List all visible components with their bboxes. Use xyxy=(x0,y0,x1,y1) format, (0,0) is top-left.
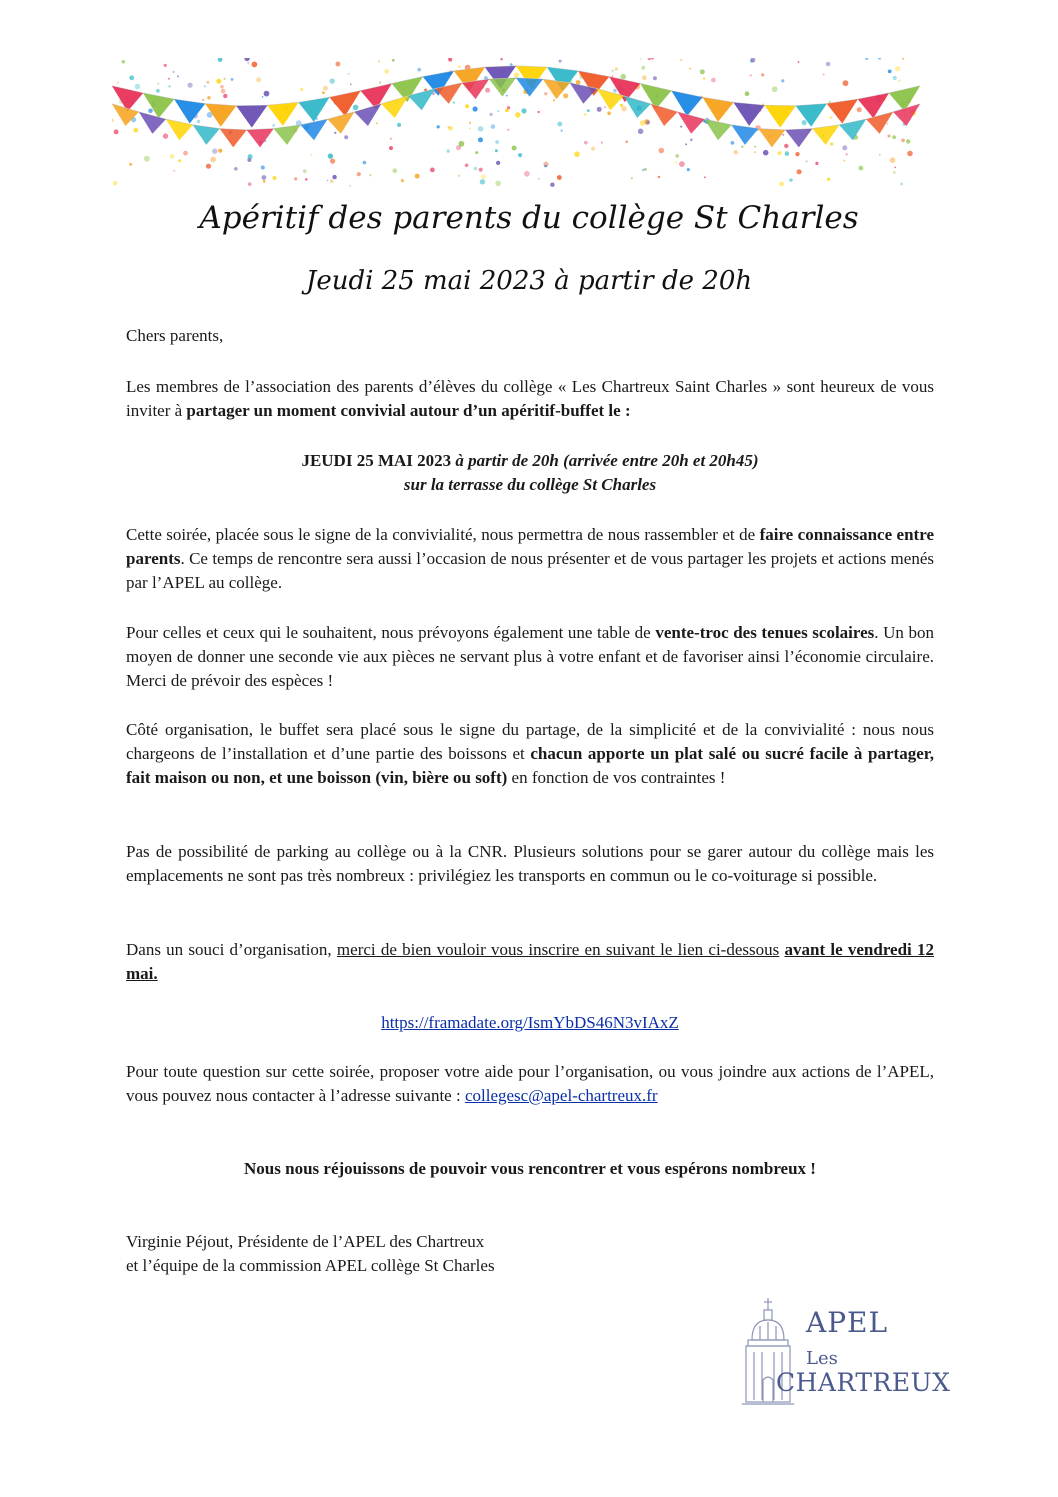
confetti-dot xyxy=(481,175,485,179)
confetti-dot xyxy=(376,122,378,124)
confetti-dot xyxy=(675,162,677,164)
confetti-dot xyxy=(680,59,682,61)
confetti-dot xyxy=(252,62,258,68)
confetti-dot xyxy=(378,61,380,63)
confetti-dot xyxy=(218,58,223,62)
confetti-dot xyxy=(857,107,862,112)
confetti-dot xyxy=(173,170,175,172)
confetti-dot xyxy=(148,109,153,114)
closing-line: Nous nous réjouissons de pouvoir vous rencontrer et vous espérons nombreux ! xyxy=(244,1159,816,1178)
confetti-dot xyxy=(469,128,471,130)
greeting: Chers parents, xyxy=(126,326,224,345)
confetti-dot xyxy=(641,66,645,70)
confetti-dot xyxy=(559,60,562,63)
confetti-dot xyxy=(907,151,913,157)
bunting-flag xyxy=(247,129,274,148)
confetti-dot xyxy=(496,161,500,165)
confetti-dot xyxy=(741,146,743,148)
confetti-dot xyxy=(906,139,910,143)
confetti-dot xyxy=(122,60,125,63)
intro-paragraph: Les membres de l’association des parents d’élèves du collège « Les Chartreux Saint Charles » sont heureux de vous inviter à partager un moment convivial autour d’un apéritif-buffet le : xyxy=(126,377,934,420)
bunting-flag xyxy=(220,129,247,148)
confetti-dot xyxy=(164,64,167,67)
confetti-dot xyxy=(505,109,509,113)
confetti-dot xyxy=(843,80,849,86)
confetti-dot xyxy=(384,69,389,74)
confetti-dot xyxy=(330,179,334,183)
paragraph-convivialite: Cette soirée, placée sous le signe de la convivialité, nous permettra de nous rassembler et de faire connaissance entre parents. Ce temps de rencontre sera aussi l’occasion de nous présenter et de vous partager les projets et actions menés par l’APEL au collège. xyxy=(126,525,934,592)
confetti-dot xyxy=(515,112,520,117)
bunting-flag xyxy=(624,96,651,118)
confetti-dot xyxy=(348,73,350,75)
confetti-dot xyxy=(330,78,335,83)
confetti-dot xyxy=(620,104,623,107)
confetti-dot xyxy=(129,75,134,80)
signup-link-line xyxy=(126,1011,934,1035)
confetti-dot xyxy=(659,148,665,154)
confetti-dot xyxy=(587,109,590,112)
confetti-dot xyxy=(178,159,181,162)
confetti-dot xyxy=(626,141,628,143)
confetti-dot xyxy=(544,165,547,168)
confetti-dot xyxy=(272,124,275,127)
confetti-dot xyxy=(183,151,188,156)
bunting-flag xyxy=(301,119,328,140)
confetti-dot xyxy=(538,178,540,180)
confetti-dot xyxy=(397,123,401,127)
confetti-dot xyxy=(311,154,313,156)
confetti-dot xyxy=(437,125,440,128)
confetti-dot xyxy=(210,157,216,163)
confetti-dot xyxy=(888,135,891,138)
confetti-dot xyxy=(653,76,657,80)
confetti-dot xyxy=(353,105,359,111)
confetti-dot xyxy=(244,58,249,61)
confetti-dot xyxy=(584,141,588,145)
confetti-dot xyxy=(711,78,716,83)
confetti-dot xyxy=(220,85,224,89)
confetti-dot xyxy=(754,151,756,153)
confetti-dot xyxy=(890,157,896,163)
confetti-dot xyxy=(221,89,226,94)
paragraph-contact: Pour toute question sur cette soirée, proposer votre aide pour l’organisation, ou vous joindre aux actions de l’APEL, vous pouvez nous contacter à l’adresse suivante : collegesc@apel-chartreux.fr xyxy=(126,1062,934,1105)
confetti-dot xyxy=(591,147,595,151)
confetti-dot xyxy=(197,120,200,123)
confetti-dot xyxy=(117,82,119,84)
confetti-dot xyxy=(469,122,471,124)
confetti-dot xyxy=(557,122,562,127)
confetti-dot xyxy=(754,146,756,148)
paragraph-parking: Pas de possibilité de parking au collège ou à la CNR. Plusieurs solutions pour se garer autour du collège mais les emplacements ne sont pas très nombreux : privilégiez les transports en commun ou le co-voiturage si possible. xyxy=(126,842,934,885)
confetti-dot xyxy=(495,140,499,144)
paragraph-vente-troc: Pour celles et ceux qui le souhaitent, nous prévoyons également une table de vente-troc des tenues scolaires. Un bon moyen de donner une seconde vie aux pièces ne servant plus à votre enfant et de favoriser ainsi l’économie circulaire. Merci de prévoir des espèces ! xyxy=(126,623,934,690)
confetti-dot xyxy=(893,171,896,174)
logo-les-text: Les xyxy=(806,1348,838,1369)
confetti-dot xyxy=(778,151,782,155)
confetti-dot xyxy=(300,88,303,91)
confetti-dot xyxy=(789,178,792,181)
confetti-dot xyxy=(646,120,650,124)
confetti-dot xyxy=(507,106,510,109)
confetti-dot xyxy=(642,75,647,80)
confetti-dot xyxy=(782,134,784,136)
confetti-dot xyxy=(206,81,209,84)
confetti-dot xyxy=(363,161,367,165)
confetti-dot xyxy=(675,154,679,158)
confetti-dot xyxy=(607,111,611,115)
confetti-dot xyxy=(514,72,520,78)
confetti-dot xyxy=(369,174,371,176)
confetti-dot xyxy=(842,145,847,150)
paragraph-inscription: Dans un souci d’organisation, merci de bien vouloir vous inscrire en suivant le lien ci-dessous avant le vendredi 12 mai. xyxy=(126,940,935,983)
confetti-dot xyxy=(212,149,217,154)
confetti-dot xyxy=(458,175,460,177)
confetti-dot xyxy=(112,119,114,123)
confetti-dot xyxy=(679,161,685,167)
confetti-dot xyxy=(335,62,340,67)
bunting-flag xyxy=(758,129,785,148)
confetti-dot xyxy=(491,124,496,129)
bunting-flag xyxy=(166,119,193,140)
bunting-flag xyxy=(796,104,827,127)
confetti-dot xyxy=(465,164,469,168)
confetti-dot xyxy=(797,169,802,174)
contact-email-link[interactable]: collegesc@apel-chartreux.fr xyxy=(464,1086,658,1105)
confetti-dot xyxy=(456,145,461,150)
confetti-dot xyxy=(495,149,498,152)
confetti-dot xyxy=(700,69,705,74)
confetti-dot xyxy=(621,106,626,111)
confetti-dot xyxy=(448,126,451,129)
confetti-dot xyxy=(544,92,547,95)
signature: Virginie Péjout, Présidente de l’APEL des Chartreux et l’équipe de la commission APEL collège St Charles xyxy=(126,1232,495,1275)
bunting-string xyxy=(112,66,920,106)
confetti-dot xyxy=(865,58,868,60)
confetti-dot xyxy=(114,129,119,134)
confetti-dot xyxy=(772,86,778,92)
confetti-dot xyxy=(893,76,897,80)
event-details: JEUDI 25 MAI 2023 à partir de 20h (arrivée entre 20h et 20h45) sur la terrasse du collège St Charles xyxy=(301,451,759,494)
confetti-dot xyxy=(802,120,807,125)
confetti-dot xyxy=(631,177,633,179)
confetti-dot xyxy=(453,101,455,103)
confetti-dot xyxy=(490,113,493,116)
confetti-dot xyxy=(750,74,752,76)
confetti-dot xyxy=(218,149,222,153)
confetti-dot xyxy=(638,129,644,135)
confetti-dot xyxy=(465,104,469,108)
confetti-dot xyxy=(261,166,265,170)
confetti-dot xyxy=(172,71,174,73)
confetti-dot xyxy=(553,99,555,101)
confetti-dot xyxy=(389,146,393,150)
confetti-dot xyxy=(231,78,234,81)
confetti-dot xyxy=(886,123,888,125)
confetti-dot xyxy=(500,58,502,60)
confetti-dot xyxy=(350,84,352,86)
confetti-dot xyxy=(648,58,652,60)
confetti-dot xyxy=(262,175,267,180)
event-date-subtitle: Jeudi 25 mai 2023 à partir de 20h xyxy=(305,266,753,296)
confetti-dot xyxy=(334,132,336,134)
confetti-dot xyxy=(644,168,647,171)
confetti-dot xyxy=(474,167,478,171)
logo-apel-text: APEL xyxy=(806,1306,889,1339)
confetti-dot xyxy=(206,164,211,169)
confetti-dot xyxy=(322,91,325,94)
confetti-dot xyxy=(216,79,221,84)
confetti-dot xyxy=(731,141,735,145)
confetti-dot xyxy=(303,169,307,173)
bunting-flag xyxy=(267,103,298,126)
bunting-flag xyxy=(765,105,796,127)
confetti-dot xyxy=(601,142,603,144)
confetti-dot xyxy=(401,179,404,182)
confetti-dot xyxy=(188,83,193,88)
confetti-dot xyxy=(640,58,642,60)
confetti-dot xyxy=(507,129,509,131)
confetti-dot xyxy=(512,146,517,151)
confetti-dot xyxy=(878,58,881,60)
bunting-flag xyxy=(489,78,516,97)
confetti-dot xyxy=(658,176,660,178)
confetti-dot xyxy=(447,149,450,152)
confetti-dot xyxy=(349,185,351,187)
confetti-dot xyxy=(328,153,333,158)
confetti-dot xyxy=(248,154,253,159)
confetti-dot xyxy=(168,78,170,80)
confetti-dot xyxy=(430,168,435,173)
confetti-dot xyxy=(680,126,682,128)
page-title: Apéritif des parents du collège St Charles xyxy=(199,200,859,236)
confetti-dot xyxy=(640,120,645,125)
confetti-dot xyxy=(163,133,168,138)
confetti-dot xyxy=(133,128,138,133)
confetti-dot xyxy=(561,130,563,132)
confetti-dot xyxy=(262,96,264,98)
confetti-dot xyxy=(779,182,784,187)
confetti-dot xyxy=(685,143,687,145)
confetti-dot xyxy=(506,95,508,97)
bunting-flag xyxy=(381,96,408,118)
confetti-dot xyxy=(448,58,452,62)
confetti-dot xyxy=(264,91,270,97)
confetti-dot xyxy=(202,99,204,101)
confetti-dot xyxy=(826,62,831,67)
confetti-dot xyxy=(524,171,530,177)
confetti-dot xyxy=(204,85,206,87)
logo-chartreux-text: CHARTREUX xyxy=(776,1368,951,1397)
bunting-flag xyxy=(516,78,543,97)
framadate-link[interactable]: https://framadate.org/IsmYbDS46N3vIAxZ xyxy=(381,1013,679,1032)
confetti-dot xyxy=(745,91,750,96)
confetti-dot xyxy=(901,139,905,143)
confetti-dot xyxy=(475,151,478,154)
confetti-dot xyxy=(390,138,392,140)
confetti-dot xyxy=(795,152,799,156)
confetti-dot xyxy=(538,111,540,113)
paragraph-organisation: Côté organisation, le buffet sera placé sous le signe du partage, de la simplicité et de la convivialité : nous nous chargeons de l’installation et d’une partie des boissons et chacun apporte un plat salé ou sucré facile à partager, fait maison ou non, et une boisson (vin, bière ou soft) en fonction de vos contraintes ! xyxy=(126,720,934,787)
confetti-dot xyxy=(135,84,141,90)
confetti-dot xyxy=(829,116,832,119)
confetti-dot xyxy=(144,156,150,162)
confetti-dot xyxy=(892,135,896,139)
confetti-dot xyxy=(785,151,790,156)
confetti-dot xyxy=(294,177,297,180)
confetti-dot xyxy=(597,107,602,112)
confetti-dot xyxy=(830,142,833,145)
confetti-dot xyxy=(895,66,900,71)
bunting-flag xyxy=(734,103,765,126)
confetti-dot xyxy=(458,66,460,68)
confetti-dot xyxy=(815,162,818,165)
confetti-dot xyxy=(156,89,160,93)
confetti-dot xyxy=(690,138,693,141)
confetti-dot xyxy=(823,74,825,76)
confetti-dot xyxy=(763,150,769,156)
confetti-dot xyxy=(518,153,522,157)
confetti-dot xyxy=(604,106,606,108)
confetti-dot xyxy=(498,110,500,112)
confetti-dot xyxy=(615,67,618,70)
confetti-dot xyxy=(323,86,328,91)
confetti-dot xyxy=(223,94,227,98)
confetti-dot xyxy=(574,151,580,157)
confetti-dot xyxy=(263,180,266,183)
confetti-dot xyxy=(902,58,904,60)
confetti-dot xyxy=(879,154,881,156)
confetti-dot xyxy=(473,106,478,111)
confetti-dot xyxy=(761,73,764,76)
confetti-dot xyxy=(557,175,562,180)
confetti-dot xyxy=(207,96,210,99)
confetti-dot xyxy=(357,172,361,176)
bunting-flag xyxy=(839,119,866,140)
bunting-string xyxy=(112,78,920,130)
confetti-dot xyxy=(248,182,252,186)
confetti-dot xyxy=(344,135,348,139)
confetti-dot xyxy=(157,83,159,85)
confetti-dot xyxy=(563,93,568,98)
confetti-dot xyxy=(332,175,336,179)
confetti-dot xyxy=(415,174,420,179)
confetti-dot xyxy=(734,150,739,155)
bunting-flag xyxy=(785,129,812,148)
confetti-dot xyxy=(247,62,249,64)
confetti-dot xyxy=(846,153,848,155)
confetti-dot xyxy=(479,168,483,172)
confetti-dot xyxy=(234,167,238,171)
confetti-dot xyxy=(888,70,892,74)
confetti-dot xyxy=(781,79,784,82)
confetti-dot xyxy=(330,159,335,164)
confetti-dot xyxy=(478,137,483,142)
confetti-dot xyxy=(272,176,276,180)
confetti-dot xyxy=(327,180,329,182)
confetti-dot xyxy=(689,68,691,70)
bunting-banner-illustration xyxy=(112,58,920,188)
confetti-dot xyxy=(613,89,617,93)
confetti-dot xyxy=(642,169,645,172)
confetti-dot xyxy=(256,77,261,82)
confetti-dot xyxy=(305,178,308,181)
confetti-dot xyxy=(379,81,381,83)
confetti-dot xyxy=(798,61,800,63)
confetti-dot xyxy=(480,179,485,184)
confetti-dot xyxy=(584,114,586,116)
confetti-dot xyxy=(478,126,484,132)
confetti-dot xyxy=(704,176,706,178)
confetti-dot xyxy=(898,80,900,82)
confetti-dot xyxy=(784,144,788,148)
confetti-dot xyxy=(620,74,626,80)
apel-chartreux-logo xyxy=(738,1296,951,1416)
confetti-dot xyxy=(895,167,897,169)
bunting-flag xyxy=(236,105,267,127)
confetti-dot xyxy=(843,160,845,162)
confetti-dot xyxy=(485,88,490,93)
confetti-dot xyxy=(392,168,397,173)
confetti-dot xyxy=(806,160,808,162)
confetti-dot xyxy=(168,85,170,87)
bunting-flag xyxy=(299,97,330,122)
bunting-flag xyxy=(651,104,678,126)
bunting-flag xyxy=(705,119,732,140)
confetti-dot xyxy=(170,154,175,159)
confetti-dot xyxy=(129,163,132,166)
confetti-dot xyxy=(495,181,501,187)
confetti-dot xyxy=(417,68,421,72)
confetti-dot xyxy=(224,78,226,80)
confetti-dot xyxy=(900,183,903,186)
confetti-dot xyxy=(550,183,554,187)
confetti-dot xyxy=(177,75,179,77)
confetti-dot xyxy=(687,168,690,171)
confetti-dot xyxy=(521,108,526,113)
confetti-dot xyxy=(113,181,117,185)
confetti-dot xyxy=(392,59,395,62)
confetti-dot xyxy=(703,77,705,79)
confetti-dot xyxy=(652,58,654,60)
confetti-dot xyxy=(827,178,830,181)
confetti-dot xyxy=(859,166,864,171)
confetti-dot xyxy=(612,70,614,72)
